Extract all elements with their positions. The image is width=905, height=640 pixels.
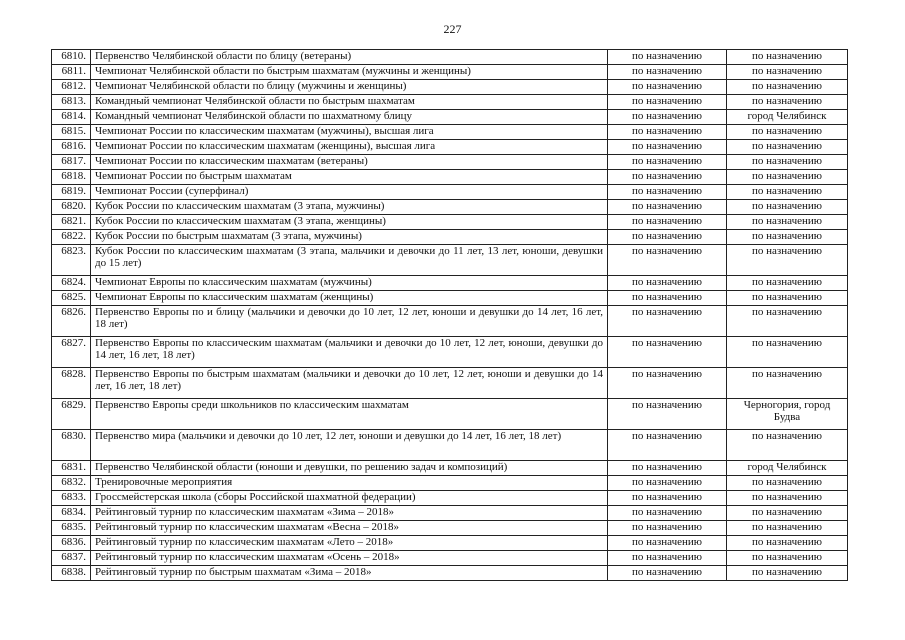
row-number: 6824.: [52, 276, 91, 291]
dates-cell: по назначению: [608, 110, 727, 125]
event-name: Первенство Европы среди школьников по классическим шахматам: [91, 399, 608, 430]
location-cell: Черногория, город Будва: [727, 399, 848, 430]
event-name: Рейтинговый турнир по классическим шахматам «Лето – 2018»: [91, 536, 608, 551]
dates-cell: по назначению: [608, 551, 727, 566]
row-number: 6826.: [52, 306, 91, 337]
event-name: Командный чемпионат Челябинской области по быстрым шахматам: [91, 95, 608, 110]
table-row: [52, 368, 848, 399]
row-number: 6825.: [52, 291, 91, 306]
dates-cell: по назначению: [608, 170, 727, 185]
event-name: Чемпионат России по классическим шахматам (ветераны): [91, 155, 608, 170]
location-cell: по назначению: [727, 140, 848, 155]
row-number: 6818.: [52, 170, 91, 185]
dates-cell: по назначению: [608, 185, 727, 200]
event-name: Командный чемпионат Челябинской области по шахматному блицу: [91, 110, 608, 125]
location-cell: по назначению: [727, 430, 848, 461]
dates-cell: по назначению: [608, 506, 727, 521]
dates-cell: по назначению: [608, 536, 727, 551]
location-cell: по назначению: [727, 95, 848, 110]
location-cell: по назначению: [727, 125, 848, 140]
row-number: 6827.: [52, 337, 91, 368]
table-row: [52, 95, 848, 110]
dates-cell: по назначению: [608, 566, 727, 581]
dates-cell: по назначению: [608, 521, 727, 536]
row-number: 6817.: [52, 155, 91, 170]
location-cell: по назначению: [727, 536, 848, 551]
table-row: [52, 50, 848, 65]
dates-cell: по назначению: [608, 399, 727, 430]
event-name: Рейтинговый турнир по классическим шахматам «Зима – 2018»: [91, 506, 608, 521]
location-cell: по назначению: [727, 200, 848, 215]
table-row: [52, 521, 848, 536]
row-number: 6819.: [52, 185, 91, 200]
event-name: Чемпионат Челябинской области по блицу (мужчины и женщины): [91, 80, 608, 95]
row-number: 6815.: [52, 125, 91, 140]
row-number: 6823.: [52, 245, 91, 276]
table-row: [52, 551, 848, 566]
event-name: Первенство Европы по быстрым шахматам (мальчики и девочки до 10 лет, 12 лет, юноши и девушки до 14 лет, 16 лет, 18 лет): [91, 368, 608, 399]
table-row: [52, 230, 848, 245]
table-row: [52, 170, 848, 185]
row-number: 6811.: [52, 65, 91, 80]
dates-cell: по назначению: [608, 337, 727, 368]
table-row: [52, 65, 848, 80]
table-row: [52, 506, 848, 521]
event-name: Чемпионат России (суперфинал): [91, 185, 608, 200]
dates-cell: по назначению: [608, 200, 727, 215]
table-row: [52, 215, 848, 230]
event-name: Первенство Европы по классическим шахматам (мальчики и девочки до 10 лет, 12 лет, юноши, девушки до 14 лет, 16 лет, 18 лет): [91, 337, 608, 368]
row-number: 6837.: [52, 551, 91, 566]
dates-cell: по назначению: [608, 230, 727, 245]
table-row: [52, 306, 848, 337]
row-number: 6828.: [52, 368, 91, 399]
table-row: [52, 476, 848, 491]
dates-cell: по назначению: [608, 476, 727, 491]
table-row: [52, 80, 848, 95]
event-name: Кубок России по классическим шахматам (3 этапа, женщины): [91, 215, 608, 230]
row-number: 6821.: [52, 215, 91, 230]
location-cell: по назначению: [727, 306, 848, 337]
location-cell: по назначению: [727, 80, 848, 95]
row-number: 6829.: [52, 399, 91, 430]
location-cell: по назначению: [727, 245, 848, 276]
table-row: [52, 566, 848, 581]
location-cell: по назначению: [727, 230, 848, 245]
events-table: [51, 49, 848, 581]
event-name: Рейтинговый турнир по классическим шахматам «Весна – 2018»: [91, 521, 608, 536]
table-row: [52, 536, 848, 551]
row-number: 6834.: [52, 506, 91, 521]
event-name: Чемпионат Челябинской области по быстрым шахматам (мужчины и женщины): [91, 65, 608, 80]
row-number: 6812.: [52, 80, 91, 95]
table-row: [52, 245, 848, 276]
table-row: [52, 491, 848, 506]
event-name: Рейтинговый турнир по классическим шахматам «Осень – 2018»: [91, 551, 608, 566]
row-number: 6822.: [52, 230, 91, 245]
row-number: 6831.: [52, 461, 91, 476]
dates-cell: по назначению: [608, 125, 727, 140]
location-cell: город Челябинск: [727, 110, 848, 125]
location-cell: по назначению: [727, 291, 848, 306]
row-number: 6820.: [52, 200, 91, 215]
location-cell: по назначению: [727, 476, 848, 491]
table-row: [52, 430, 848, 461]
row-number: 6814.: [52, 110, 91, 125]
dates-cell: по назначению: [608, 140, 727, 155]
event-name: Чемпионат России по быстрым шахматам: [91, 170, 608, 185]
event-name: Кубок России по быстрым шахматам (3 этапа, мужчины): [91, 230, 608, 245]
dates-cell: по назначению: [608, 50, 727, 65]
row-number: 6836.: [52, 536, 91, 551]
table-row: [52, 200, 848, 215]
table-row: [52, 291, 848, 306]
location-cell: по назначению: [727, 170, 848, 185]
event-name: Чемпионат России по классическим шахматам (мужчины), высшая лига: [91, 125, 608, 140]
row-number: 6835.: [52, 521, 91, 536]
event-name: Первенство мира (мальчики и девочки до 10 лет, 12 лет, юноши и девушки до 14 лет, 16 лет, 18 лет): [91, 430, 608, 461]
table-row: [52, 399, 848, 430]
location-cell: по назначению: [727, 65, 848, 80]
location-cell: по назначению: [727, 491, 848, 506]
dates-cell: по назначению: [608, 276, 727, 291]
row-number: 6838.: [52, 566, 91, 581]
row-number: 6816.: [52, 140, 91, 155]
location-cell: по назначению: [727, 368, 848, 399]
event-name: Рейтинговый турнир по быстрым шахматам «Зима – 2018»: [91, 566, 608, 581]
location-cell: по назначению: [727, 50, 848, 65]
event-name: Тренировочные мероприятия: [91, 476, 608, 491]
dates-cell: по назначению: [608, 291, 727, 306]
dates-cell: по назначению: [608, 368, 727, 399]
dates-cell: по назначению: [608, 155, 727, 170]
dates-cell: по назначению: [608, 245, 727, 276]
dates-cell: по назначению: [608, 491, 727, 506]
event-name: Гроссмейстерская школа (сборы Российской шахматной федерации): [91, 491, 608, 506]
location-cell: по назначению: [727, 551, 848, 566]
event-name: Чемпионат России по классическим шахматам (женщины), высшая лига: [91, 140, 608, 155]
event-name: Чемпионат Европы по классическим шахматам (мужчины): [91, 276, 608, 291]
event-name: Первенство Челябинской области по блицу (ветераны): [91, 50, 608, 65]
events-table-body: [52, 50, 848, 581]
dates-cell: по назначению: [608, 461, 727, 476]
location-cell: по назначению: [727, 566, 848, 581]
location-cell: по назначению: [727, 215, 848, 230]
row-number: 6832.: [52, 476, 91, 491]
dates-cell: по назначению: [608, 80, 727, 95]
location-cell: по назначению: [727, 337, 848, 368]
location-cell: город Челябинск: [727, 461, 848, 476]
event-name: Первенство Челябинской области (юноши и девушки, по решению задач и композиций): [91, 461, 608, 476]
table-row: [52, 185, 848, 200]
row-number: 6830.: [52, 430, 91, 461]
location-cell: по назначению: [727, 521, 848, 536]
event-name: Кубок России по классическим шахматам (3 этапа, мальчики и девочки до 11 лет, 13 лет, юноши, девушки до 15 лет): [91, 245, 608, 276]
table-row: [52, 155, 848, 170]
location-cell: по назначению: [727, 506, 848, 521]
dates-cell: по назначению: [608, 306, 727, 337]
dates-cell: по назначению: [608, 215, 727, 230]
table-row: [52, 110, 848, 125]
event-name: Кубок России по классическим шахматам (3 этапа, мужчины): [91, 200, 608, 215]
event-name: Чемпионат Европы по классическим шахматам (женщины): [91, 291, 608, 306]
dates-cell: по назначению: [608, 95, 727, 110]
location-cell: по назначению: [727, 185, 848, 200]
location-cell: по назначению: [727, 155, 848, 170]
page-number: 227: [443, 22, 462, 36]
table-row: [52, 125, 848, 140]
event-name: Первенство Европы по и блицу (мальчики и девочки до 10 лет, 12 лет, юноши и девушки до 14 лет, 16 лет, 18 лет): [91, 306, 608, 337]
dates-cell: по назначению: [608, 430, 727, 461]
row-number: 6813.: [52, 95, 91, 110]
table-row: [52, 461, 848, 476]
table-row: [52, 276, 848, 291]
dates-cell: по назначению: [608, 65, 727, 80]
row-number: 6833.: [52, 491, 91, 506]
row-number: 6810.: [52, 50, 91, 65]
location-cell: по назначению: [727, 276, 848, 291]
table-row: [52, 337, 848, 368]
table-row: [52, 140, 848, 155]
